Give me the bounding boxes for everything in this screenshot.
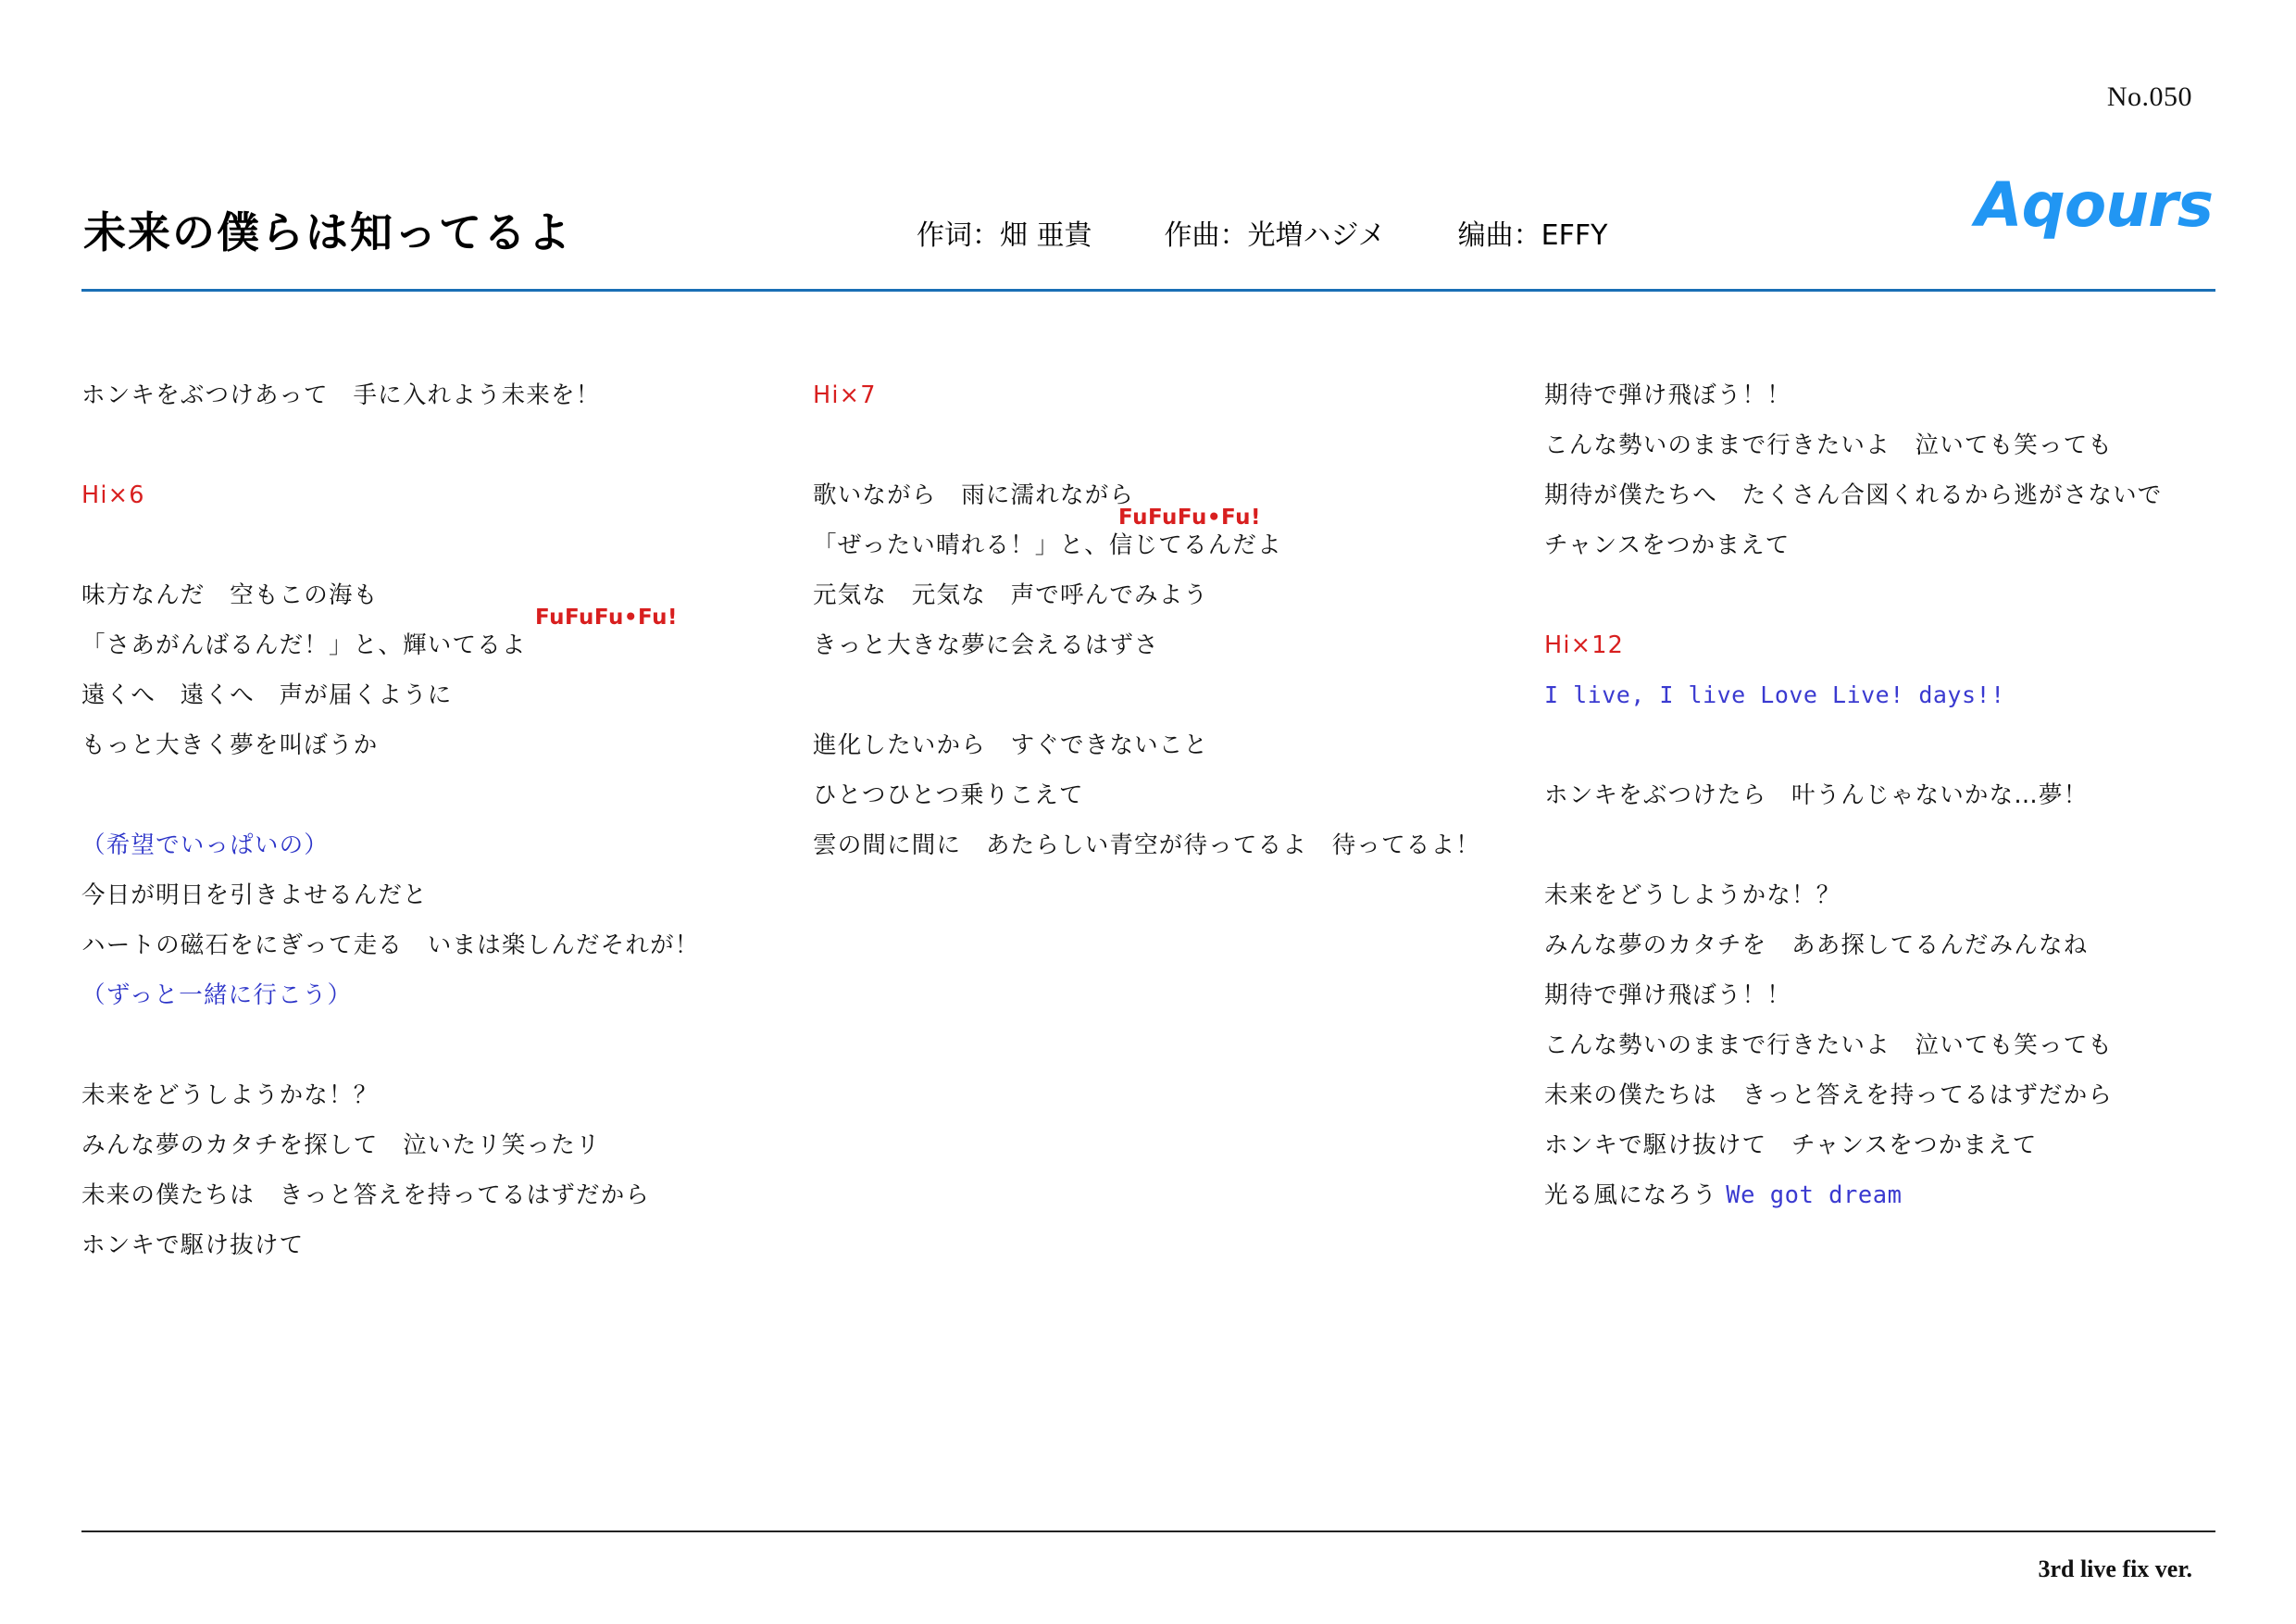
lyric-line: こんな勢いのままで行きたいよ 泣いても笑っても [1544, 1031, 2114, 1059]
lyric-line: 光る風になろう We got dream [1544, 1181, 1903, 1209]
lyric-line: Hi×12 [1544, 631, 1625, 659]
lyric-line: I live, I live Love Live! days!! [1544, 681, 2005, 708]
lyric-line: 味方なんだ 空もこの海も [81, 581, 379, 609]
lyric-line: （ずっと一緒に行こう） [81, 981, 353, 1009]
lyric-line: 「さあがんばるんだ！」と、輝いてるよ FuFuFu•Fu! [81, 620, 813, 670]
lyric-line: ハートの磁石をにぎって走る いまは楽しんだそれが！ [81, 931, 700, 959]
credit-item-2: 作曲：光増ハジメ [1164, 219, 1386, 252]
lyric-spacer [81, 770, 813, 820]
lyric-line: 歌いながら 雨に濡れながら [813, 481, 1135, 509]
lyric-line: 未来をどうしようかな！？ [1544, 881, 1841, 909]
lyric-line: ホンキをぶつけあって 手に入れよう未来を！ [81, 381, 601, 409]
lyric-line: 未来の僕たちは きっと答えを持ってるはずだから [1544, 1081, 2114, 1109]
lyric-line: 未来の僕たちは きっと答えを持ってるはずだから [81, 1181, 651, 1209]
lyric-line: 今日が明日を引きよせるんだと [81, 881, 428, 909]
lyric-spacer [81, 1020, 813, 1070]
page-title: 未来の僕らは知ってるよ [83, 207, 572, 257]
lyric-line: 雲の間に間に あたらしい青空が待ってるよ 待ってるよ！ [813, 831, 1480, 859]
lyric-spacer [813, 420, 1544, 470]
lyric-line: 元気な 元気な 声で呼んでみよう [813, 581, 1209, 609]
column-2 [813, 370, 1544, 1270]
page-number: No.050 [2106, 81, 2192, 112]
title-row [83, 169, 2213, 282]
credit-item-1: 作词：畑 亜貴 [917, 219, 1092, 252]
lyric-line: 期待で弾け飛ぼう！！ [1544, 381, 1792, 409]
lyric-line: ホンキをぶつけたら 叶うんじゃないかな…夢！ [1544, 781, 2089, 809]
lyric-line: みんな夢のカタチを探して 泣いたリ笑ったリ [81, 1131, 601, 1159]
lyric-spacer [81, 420, 813, 470]
lyric-line: ホンキで駆け抜けて チャンスをつかまえて [1544, 1131, 2038, 1159]
lyric-line: 「ぜったい晴れる！」と、信じてるんだよ FuFuFu•Fu! [813, 520, 1544, 570]
lyric-line: Hi×6 [81, 481, 145, 509]
lyric-line: 進化したいから すぐできないこと [813, 731, 1209, 759]
credits-line [917, 212, 1607, 253]
lyrics-columns [81, 370, 2220, 1270]
english-phrase: We got dream [1726, 1181, 1903, 1209]
lyric-line: （希望でいっぱいの） [81, 831, 330, 859]
aqours-logo-text: Aqours [1975, 169, 2213, 241]
call-annotation: FuFuFu•Fu! [1118, 506, 1261, 530]
lyric-line: 期待で弾け飛ぼう！！ [1544, 981, 1792, 1009]
lyric-line: チャンスをつかまえて [1544, 531, 1791, 559]
lyric-line: ひとつひとつ乗りこえて [813, 781, 1084, 809]
call-annotation: FuFuFu•Fu! [535, 606, 678, 630]
footer-divider [81, 1530, 2215, 1532]
header-divider [81, 289, 2215, 292]
lyric-line: もっと大きく夢を叫ぼうか [81, 731, 379, 759]
lyric-line: Hi×7 [813, 381, 877, 409]
lyric-spacer [813, 670, 1544, 720]
credit-item-3: 编曲：EFFY [1457, 219, 1608, 252]
lyric-spacer [1544, 720, 2276, 770]
column-1 [81, 370, 813, 1270]
lyric-line: ホンキで駆け抜けて [81, 1231, 305, 1259]
lyric-line: こんな勢いのままで行きたいよ 泣いても笑っても [1544, 431, 2114, 459]
lyric-spacer [1544, 820, 2276, 870]
lyric-line: 期待が僕たちへ たくさん合図くれるから逃がさないで [1544, 481, 2163, 509]
lyric-line: きっと大きな夢に会えるはずさ [813, 631, 1159, 659]
column-3 [1544, 370, 2276, 1270]
aqours-logo [1972, 155, 2213, 256]
lyric-spacer [81, 520, 813, 570]
lyric-line: みんな夢のカタチを ああ探してるんだみんなね [1544, 931, 2089, 959]
version-note: 3rd live fix ver. [2038, 1555, 2192, 1582]
lyric-line: 未来をどうしようかな！？ [81, 1081, 379, 1109]
lyric-line: 遠くへ 遠くへ 声が届くように [81, 681, 453, 709]
lyric-spacer [1544, 570, 2276, 620]
